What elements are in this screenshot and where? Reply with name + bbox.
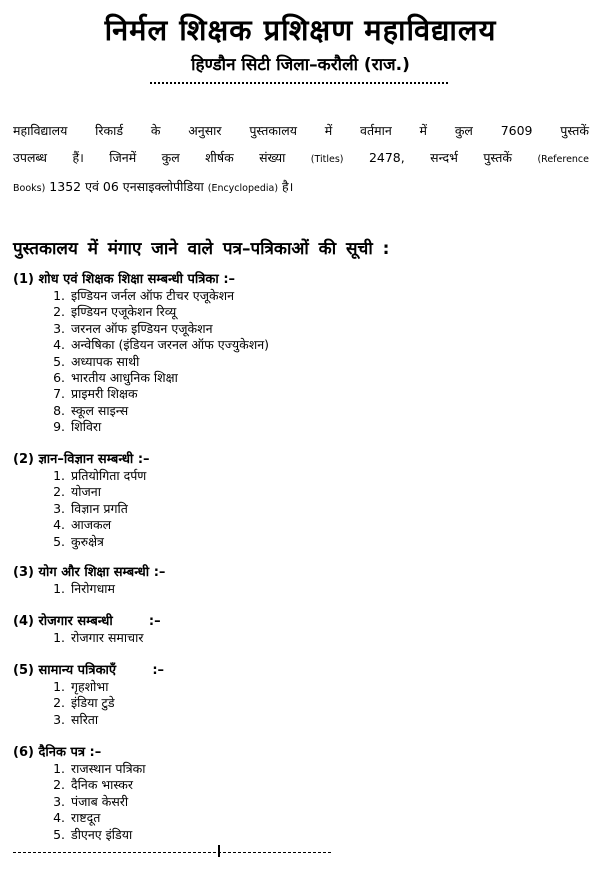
list-heading: पुस्तकालय में मंगाए जाने वाले पत्र–पत्रिकाओं की सूची : [13, 239, 390, 259]
intro-line-2 [13, 144, 589, 173]
section-general-magazines [13, 663, 573, 728]
list-item: 2. इण्डियन एजूकेशन रिव्यू [53, 304, 177, 320]
list-item: 4. राष्टदूत [53, 810, 101, 826]
list-item: 1. इण्डियन जर्नल ऑफ टीचर एजूकेशन [53, 288, 235, 303]
intro-text: 1352 एवं 06 एनसाइक्लोपीडिया [49, 179, 204, 194]
journal-list [13, 581, 573, 597]
list-item: 1. निरोगधाम [53, 581, 115, 596]
section-title: (1) शोध एवं शिक्षक शिक्षा सम्बन्धी पत्रिका :– [13, 272, 236, 287]
list-item: 3. विज्ञान प्रगति [53, 500, 128, 516]
list-item: 7. प्राइमरी शिक्षक [53, 386, 138, 402]
intro-line-1 [13, 117, 589, 144]
list-item: 6. भारतीय आधुनिक शिक्षा [53, 370, 178, 386]
list-item: 1. राजस्थान पत्रिका [53, 761, 146, 776]
text-cursor [218, 845, 220, 857]
list-item: 2. दैनिक भास्कर [53, 777, 133, 793]
intro-text: है। [282, 179, 294, 194]
section-research-journals [13, 272, 573, 436]
intro-english-term: (Encyclopedia) [207, 183, 279, 194]
section-title: (2) ज्ञान–विज्ञान सम्बन्धी :– [13, 452, 150, 467]
intro-text: महाविद्यालय रिकार्ड के अनुसार पुस्तकालय में वर्तमान में कुल 7609 पुस्तकें [13, 123, 589, 138]
list-item: 5. डीएनए इंडिया [53, 826, 133, 842]
list-item: 3. पंजाब केसरी [53, 793, 129, 809]
journal-list [13, 679, 573, 728]
college-location: हिण्डौन सिटी जिला–करौली (राज.) [191, 55, 410, 75]
list-item: 8. स्कूल साइन्स [53, 402, 129, 418]
section-knowledge-science [13, 452, 573, 550]
college-title: निर्मल शिक्षक प्रशिक्षण महाविद्यालय [104, 13, 497, 47]
section-yoga-education [13, 565, 573, 597]
list-item: 2. इंडिया टुडे [53, 695, 115, 711]
list-item: 1. गृहशोभा [53, 679, 109, 694]
list-item: 5. कुरुक्षेत्र [53, 533, 104, 549]
section-title: (6) दैनिक पत्र :– [13, 745, 102, 760]
list-item: 3. सरिता [53, 711, 99, 727]
list-item: 4. आजकल [53, 517, 112, 533]
list-item: 3. जरनल ऑफ इण्डियन एजूकेशन [53, 320, 213, 336]
list-item: 4. अन्वेषिका (इंडियन जरनल ऑफ एज्युकेशन) [53, 337, 270, 353]
intro-line-3 [13, 173, 589, 202]
section-employment [13, 614, 573, 646]
intro-text: 2478, सन्दर्भ पुस्तकें [368, 150, 513, 165]
journal-list [13, 468, 573, 550]
footer-divider [13, 852, 331, 853]
section-daily-newspapers [13, 745, 573, 843]
intro-english-term: Books) [13, 183, 46, 194]
section-title: (3) योग और शिक्षा सम्बन्धी :– [13, 565, 166, 580]
list-item: 9. शिविरा [53, 419, 102, 435]
header-divider [150, 82, 448, 84]
journal-list [13, 288, 573, 436]
intro-text: उपलब्ध हैं। जिनमें कुल शीर्षक संख्या [13, 150, 286, 165]
list-item: 1. रोजगार समाचार [53, 630, 144, 645]
journal-list [13, 630, 573, 646]
section-title: (4) रोजगार सम्बन्धी :– [13, 614, 161, 629]
intro-paragraph [13, 117, 589, 202]
section-title: (5) सामान्य पत्रिकाएँ :– [13, 663, 165, 678]
intro-english-term: (Reference [537, 154, 589, 165]
intro-english-term: (Titles) [310, 154, 344, 165]
journal-list [13, 761, 573, 843]
list-item: 1. प्रतियोगिता दर्पण [53, 468, 147, 483]
list-item: 5. अध्यापक साथी [53, 353, 140, 369]
list-item: 2. योजना [53, 484, 101, 500]
